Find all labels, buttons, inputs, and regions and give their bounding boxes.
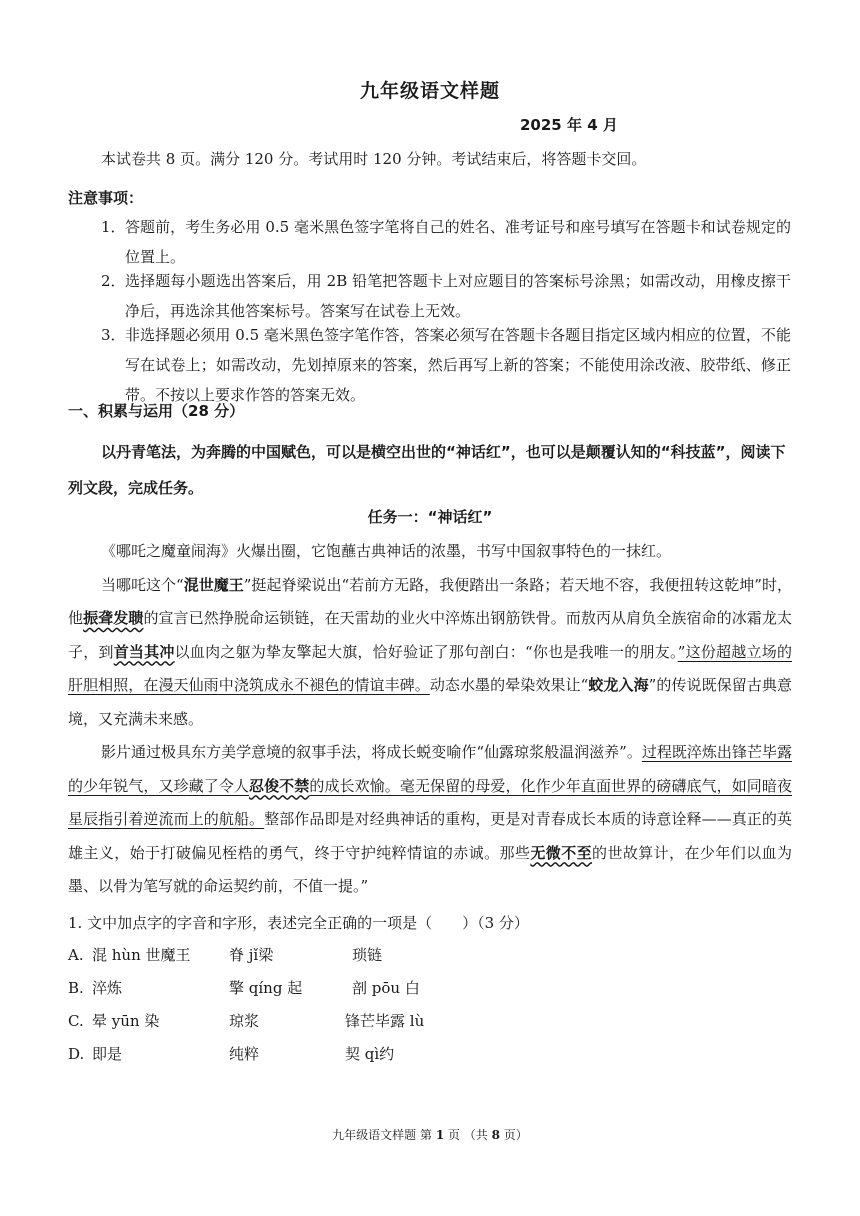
- option-c-item-3: 锋芒毕露 lù: [345, 1012, 425, 1030]
- notice-item: [101, 212, 791, 272]
- text-run: 的宣言已然挣脱命运锁链，在天雷劫的业火中淬炼出钢筋铁骨。而敖丙从肩负全族宿命的冰霜龙太子，到: [68, 609, 792, 661]
- underlined-sentence: ”这份超越立场的肝胆相照，在漫天仙雨中浇筑成永不褪色的情谊丰碑。: [68, 642, 792, 694]
- option-b-item-2: 擎 qíng 起: [229, 979, 303, 997]
- text-run: 当哪吒这个“: [101, 575, 184, 594]
- notice-number: 2．: [101, 272, 126, 290]
- task-title: 任务一：“神话红”: [367, 508, 493, 526]
- option-c-item-2: 琼浆: [229, 1012, 260, 1030]
- text-run: ”的传说既保留古典意境，又充满未来感。: [68, 676, 793, 728]
- section-heading: 一、积累与运用（28 分）: [68, 402, 245, 420]
- text-run: ”挺起脊梁说出“若前方无路，我便踏出一条路；若天地不容，我便扭转这乾坤”时，他: [68, 575, 792, 627]
- footer-text: 页）: [499, 1128, 528, 1142]
- notice-text: 非选择题必须用 0.5 毫米黑色签字笔作答，答案必须写在答题卡各题目指定区域内相应的位置，不能写在试卷上；如需改动，先划掉原来的答案，然后再写上新的答案；不能使用涂改液、胶带纸、修正带。不按以上要求作答的答案无效。: [125, 326, 791, 404]
- passage-paragraph-1: 《哪吒之魔童闹海》火爆出圈，它饱蘸古典神话的浓墨，书写中国叙事特色的一抹红。: [101, 542, 672, 560]
- underlined-sentence: 毫无保留的母爱，化作少年直面世界的磅礴底气，如同暗夜星辰指引着逆流而上的航船。: [68, 776, 792, 828]
- term-hunshi: 混世魔王: [183, 575, 244, 594]
- exam-intro: 本试卷共 8 页。满分 120 分。考试用时 120 分钟。考试结束后，将答题卡交回。: [101, 150, 647, 168]
- passage-paragraph-2: [68, 569, 792, 737]
- option-d-item-1: 即是: [92, 1045, 123, 1063]
- option-d-item-3: 契 qì约: [345, 1045, 395, 1063]
- notice-text: 答题前，考生务必用 0.5 毫米黑色签字笔将自己的姓名、准考证号和座号填写在答题卡和试卷规定的位置上。: [125, 218, 791, 266]
- term-rensheng: 忍俊不禁: [249, 776, 310, 795]
- option-label-c: C.: [68, 1012, 84, 1030]
- option-b-item-3: 剖 pōu 白: [352, 979, 420, 997]
- footer-text: 页 （共: [444, 1128, 492, 1142]
- notice-number: 3．: [101, 326, 126, 344]
- option-label-d: D.: [68, 1045, 85, 1063]
- option-a-item-1: 混 hùn 世魔王: [92, 946, 191, 964]
- footer-text: 九年级语文样题 第: [332, 1128, 436, 1142]
- page-number: 1: [435, 1128, 445, 1142]
- text-run: 整部作品即是对经典神话的重构，更是对青春成长本质的诗意诠释: [264, 810, 702, 828]
- option-a-item-2: 脊 jǐ梁: [229, 946, 274, 964]
- option-c-item-1: 晕 yūn 染: [92, 1012, 160, 1030]
- text-run: 的世故算计，在少年们以血为墨、以骨为笔写就的命运契约前，不值一提。”: [68, 843, 792, 895]
- term-wuwei: 无微不至: [530, 843, 593, 862]
- option-d-item-2: 纯粹: [229, 1045, 260, 1063]
- dash: ——: [701, 810, 732, 828]
- term-shoudang: 首当其冲: [113, 642, 175, 661]
- notice-number: 1．: [101, 218, 126, 236]
- text-run: 动态水墨的晕染效果让“: [429, 676, 589, 694]
- text-run: 真正的英雄主义，始于打破偏见桎梏的勇气，终于守护纯粹情谊的赤诚。那些: [68, 810, 792, 862]
- exam-date: 2025 年 4 月: [520, 116, 618, 134]
- total-pages: 8: [491, 1128, 500, 1142]
- page-footer: [0, 1126, 860, 1143]
- option-label-b: B.: [68, 979, 84, 997]
- section-lead: 以丹青笔法，为奔腾的中国赋色，可以是横空出世的“神话红”，也可以是颠覆认知的“科技蓝”，阅读下列文段，完成任务。: [68, 443, 786, 497]
- option-b-item-1: 淬炼: [92, 979, 123, 997]
- underlined-sentence: 过程既淬炼出锋芒毕露的少年锐气，又珍藏了令人: [68, 743, 792, 795]
- notice-heading: 注意事项：: [68, 189, 144, 207]
- option-label-a: A.: [68, 946, 84, 964]
- notice-text: 选择题每小题选出答案后，用 2B 铅笔把答题卡上对应题目的答案标号涂黑；如需改动，用橡皮擦干净后，再选涂其他答案标号。答案写在试卷上无效。: [125, 272, 791, 320]
- passage-paragraph-3: [68, 736, 792, 904]
- page-title: 九年级语文样题: [359, 80, 500, 102]
- text-run: 以血肉之躯为挚友擎起大旗，恰好验证了那句剖白：“你也是我唯一的朋友。: [174, 642, 678, 661]
- term-zhenlong: 振聋发聩: [83, 609, 144, 627]
- notice-item: [101, 266, 791, 326]
- option-a-item-3: 琐链: [352, 946, 383, 964]
- underlined-sentence: 的成长欢愉。: [309, 776, 400, 795]
- text-run: 影片通过极具东方美学意境的叙事手法，将成长蜕变喻作“仙露琼浆般温润滋养”。: [101, 743, 642, 761]
- term-jiaolong: 蛟龙入海: [588, 676, 649, 694]
- question-stem: 1. 文中加点字的字音和字形，表述完全正确的一项是（ ）（3 分）: [68, 914, 529, 932]
- reading-passage: [68, 535, 792, 904]
